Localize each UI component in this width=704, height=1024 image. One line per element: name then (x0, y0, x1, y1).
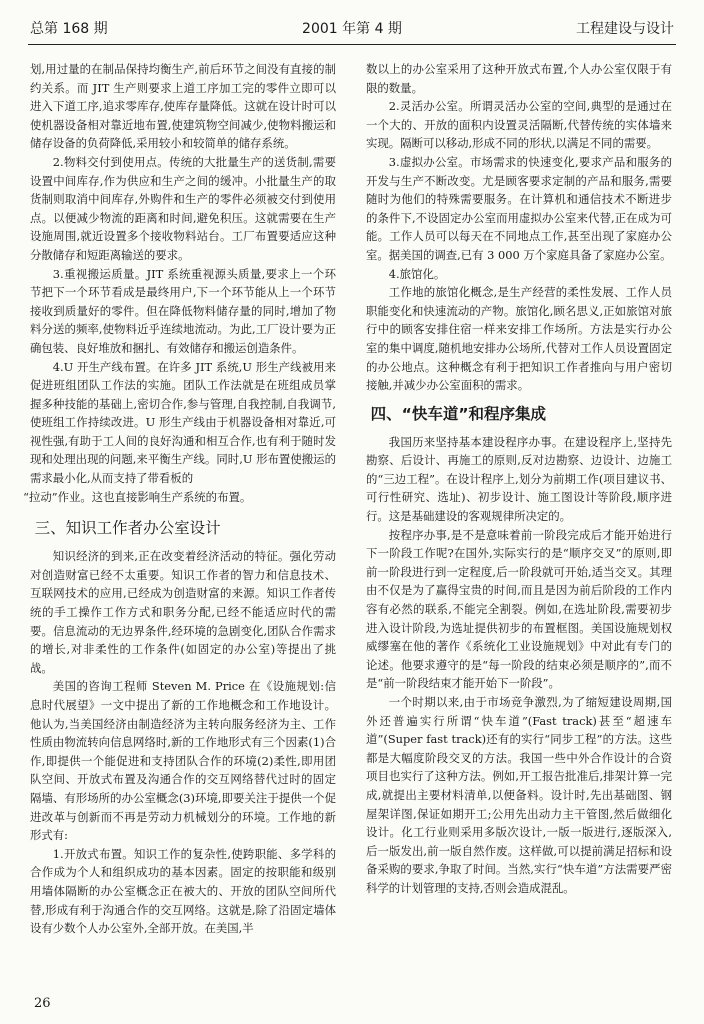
paragraph: 一个时期以来,由于市场竞争激烈,为了缩短建设周期,国外还普遍实行所谓“快车道”(Fast track)甚至“超速车道”(Super fast track)还有的实行“同步工程”的方法。这些都是大幅度阶段交叉的方法。我国一些中外合作设计的合资项目也实行了这种方法。例如,开工报告批准后,排架计算一完成,就提出主要材料清单,以便备料。设计时,先出基础图、钢屋架详图,保证如期开工;公用先出动力主干管图,然后做细化设计。化工行业则采用多版次设计,一版一版进行,逐版深入,后一版发出,前一版自然作废。这样做,可以提前满足招标和设备采购的要求,争取了时间。当然,实行“快车道”方法需要严密科学的计划管理的支持,否则会造成混乱。 (366, 695, 672, 895)
issue-date: 2001 年第 4 期 (302, 21, 402, 37)
paragraph: 2.灵活办公室。所谓灵活办公室的空间,典型的是通过在一个大的、开放的面积内设置灵活隔断,代替传统的实体墙来实现。隔断可以移动,形成不同的形状,以满足不同的需要。 (366, 99, 672, 151)
paragraph: 1.开放式布置。知识工作的复杂性,使跨职能、多学科的合作成为个人和组织成功的基本因素。固定的按职能和级别用墙体隔断的办公室概念正在被大的、开放的团队空间所代替,形成有利于沟通合作的交互网络。这就是,除了沿固定墙体设有少数个人办公室外,全部开放。在美国,半 (30, 846, 336, 936)
paragraph: 划,用过量的在制品保持均衡生产,前后环节之间没有直接的制约关系。而 JIT 生产则要求上道工序加工完的零件立即可以进入下道工序,追求零库存,使库存量降低。这就在设计时可以使机器设备相对靠近地布置,使建筑物空间减少,使物料搬运和储存设备的负荷降低,采用较小和较简单的储存系统。 (30, 62, 336, 151)
paragraph: 数以上的办公室采用了这种开放式布置,个人办公室仅限于有限的数量。 (366, 62, 672, 95)
issue-number: 总第 168 期 (30, 21, 108, 37)
paragraph: “拉动”作业。这也直接影响生产系统的布置。 (23, 489, 252, 504)
paragraph: 知识经济的到来,正在改变着经济活动的特征。强化劳动对创造财富已经不太重要。知识工作者的智力和信息技术、互联网技术的应用,已经成为创造财富的来源。知识工作者传统的手工操作工作方式和职务分配,已经不能适应时代的需要。信息流动的无边界条件,经环境的急剧变化,团队合作需求的增长,对非柔性的工作条件(如固定的办公室)等提出了挑战。 (30, 549, 336, 675)
right-column (366, 60, 672, 898)
left-column (23, 60, 336, 938)
paragraph: 按程序办事,是不是意味着前一阶段完成后才能开始进行下一阶段工作呢?在国外,实际实行的是“顺序交叉”的原则,即前一阶段进行到一定程度,后一阶段就可开始,适当交叉。其理由不仅是为了赢得宝贵的时间,而且是因为前后阶段的工作内容有必然的联系,不能完全割裂。例如,在选址阶段,需要初步进入设计阶段,为选址提供初步的布置框图。美国设施规划权威缪塞在他的著作《系统化工业设施规划》中对此有专门的论述。他要求遵守的是“每一阶段的结束必须是顺序的”,而不是“前一阶段结束才能开始下一阶段”。 (366, 527, 672, 691)
paragraph: 我国历来坚持基本建设程序办事。在建设程序上,坚持先勘察、后设计、再施工的原则,反对边勘察、边设计、边施工的“三边工程”。在设计程序上,划分为前期工作(项目建议书、可行性研究、选址)、初步设计、施工图设计等阶段,顺序进行。这是基础建设的客观规律所决定的。 (366, 434, 672, 524)
section-heading: 三、知识工作者办公室设计 (34, 519, 221, 538)
page-number: 26 (34, 996, 51, 1011)
paragraph: 美国的咨询工程师 Steven M. Price 在《设施规划:信息时代展望》一文中提出了新的工作地概念和工作地设计。他认为,当美国经济由制造经济为主转向服务经济为主、工作性质由物流转向信息网络时,新的工作地形式有三个因素(1)合作,即提供一个能促进和支持团队合作的环境(2)柔性,即用团队空间、开放式布置及沟通合作的交互网络替代过时的固定隔墙、有形场所的办公室概念(3)环境,即要关注于提供一个促进改革与创新而不再是劳动力机械划分的环境。工作地的新形式有: (30, 679, 336, 843)
paragraph: 3.虚拟办公室。市场需求的快速变化,要求产品和服务的开发与生产不断改变。尤是顾客要求定制的产品和服务,需要随时为他们的特殊需要服务。在计算机和通信技术不断进步的条件下,不设固定办公室而用虚拟办公室来代替,正在成为可能。工作人员可以每天在不同地点工作,甚至出现了家庭办公室。据美国的调查,已有 3 000 万个家庭具备了家庭办公室。 (366, 154, 672, 262)
paragraph: 3.重视搬运质量。JIT 系统重视源头质量,要求上一个环节把下一个环节看成是最终用户,下一个环节能从上一个环节接收到质量好的零件。但在降低物料储存量的同时,增加了物料分送的频率,使物料近乎连续地流动。为此,工厂设计要为正确包装、良好堆放和捆扎、有效储存和搬运创造条件。 (30, 266, 336, 355)
paragraph: 4.U 开生产线布置。在许多 JIT 系统,U 形生产线被用来促进班组团队工作法的实施。团队工作法就是在班组成员掌握多种技能的基础上,密切合作,参与管理,自我控制,自我调节,使班组工作持续改进。U 形生产线由于机器设备相对靠近,可视性强,有助于工人间的良好沟通和相互合作,也有利于随时发现和处理出现的问题,来平衡生产线。同时,U 形布置使搬运的需求最小化,从而支持了带看板的 (30, 359, 336, 486)
header-rule (28, 44, 676, 45)
journal-title: 工程建设与设计 (576, 21, 674, 37)
paragraph: 2.物料交付到使用点。传统的大批量生产的送货制,需要设置中间库存,作为供应和生产之间的缓冲。小批量生产的取货制则取消中间库存,外购件和生产的零件必须被交付到使用点。以便减少物流的距离和时间,避免积压。这就需要在生产设施周围,就近设置多个接收物料站台。工厂布置要适应这种分散储存和短距离输送的要求。 (30, 154, 336, 262)
paragraph: 工作地的旅馆化概念,是生产经营的柔性发展、工作人员职能变化和快速流动的产物。旅馆化,顾名思义,正如旅馆对旅行中的顾客安排住宿一样来安排工作场所。方法是实行办公室的集中调度,随机地安排办公场所,代替对工作人员设置固定的办公地点。这种概念有利于把知识工作者推向与用户密切接触,并减少办公室面积的需求。 (366, 285, 672, 393)
running-header (30, 18, 674, 40)
paragraph: 4.旅馆化。 (388, 266, 446, 281)
section-heading: 四、“快车道”和程序集成 (370, 404, 547, 423)
